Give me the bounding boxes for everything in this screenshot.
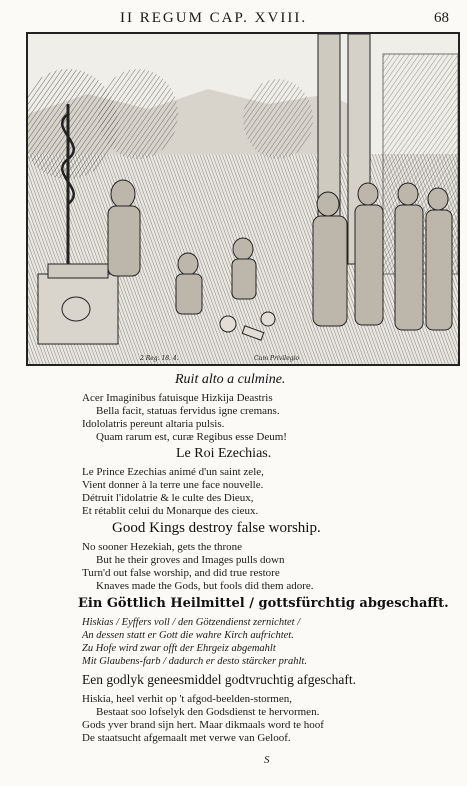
engraving-illustration [26, 32, 460, 366]
dutch-line-3: Gods yver brand sijn hert. Maar dikmaals word te hoof [82, 719, 324, 731]
running-title: II REGUM CAP. XVIII. [120, 10, 308, 26]
french-heading: Le Roi Ezechias. [176, 446, 272, 461]
german-line-2: An dessen statt er Gott die wahre Kirch aufrichtet. [82, 630, 294, 641]
english-line-1: No sooner Hezekiah, gets the throne [82, 541, 243, 553]
signature-mark: S [264, 754, 270, 766]
english-line-3: Turn'd out false worship, and did true restore [82, 567, 280, 579]
plate-imprint-privilege: Cum Privilegio [254, 355, 300, 362]
french-line-3: Détruit l'idolatrie & le culte des Dieux, [82, 492, 254, 504]
latin-line-3: Idololatris pereunt altaria pulsis. [82, 418, 225, 430]
dutch-line-2: Bestaat soo lofselyk den Godsdienst te hervormen. [96, 706, 320, 718]
page-header [0, 10, 467, 30]
dutch-heading: Een godlyk geneesmiddel godtvruchtig afgeschaft. [82, 672, 357, 687]
french-line-4: Et rétablit celui du Monarque des cieux. [82, 505, 259, 517]
engraving-drawing [28, 34, 458, 364]
english-line-2: But he their groves and Images pulls down [96, 554, 285, 566]
dutch-line-4: De staatsucht afgemaalt met verwe van Geloof. [82, 732, 291, 744]
german-line-1: Hiskias / Eyffers voll / den Götzendienst zernichtet / [82, 617, 301, 628]
english-line-4: Knaves made the Gods, but fools did them adore. [96, 580, 314, 592]
latin-line-2: Bella facit, statuas fervidus igne cremans. [96, 405, 280, 417]
german-line-4: Mit Glaubens-farb / dadurch er desto stärcker prahlt. [82, 656, 307, 667]
german-heading: Ein Göttlich Heilmittel / gottsfürchtig abgeschafft. [78, 596, 449, 611]
latin-heading: Ruit alto a culmine. [175, 372, 286, 387]
french-line-2: Vient donner à la terre une face nouvelle. [82, 479, 264, 491]
page-number: 68 [434, 10, 449, 26]
dutch-line-1: Hiskia, heel verhit op 't afgod-beelden-stormen, [82, 693, 292, 705]
english-heading: Good Kings destroy false worship. [112, 520, 321, 536]
plate-imprint-reference: 2 Reg. 18. 4. [140, 355, 179, 362]
latin-line-4: Quam rarum est, curæ Regibus esse Deum! [96, 431, 287, 443]
german-line-3: Zu Hofe wird zwar offt der Ehrgeiz abgemahlt [82, 643, 276, 654]
french-line-1: Le Prince Ezechias animé d'un saint zele, [82, 466, 264, 478]
latin-line-1: Acer Imaginibus fatuisque Hizkija Deastris [82, 392, 273, 404]
